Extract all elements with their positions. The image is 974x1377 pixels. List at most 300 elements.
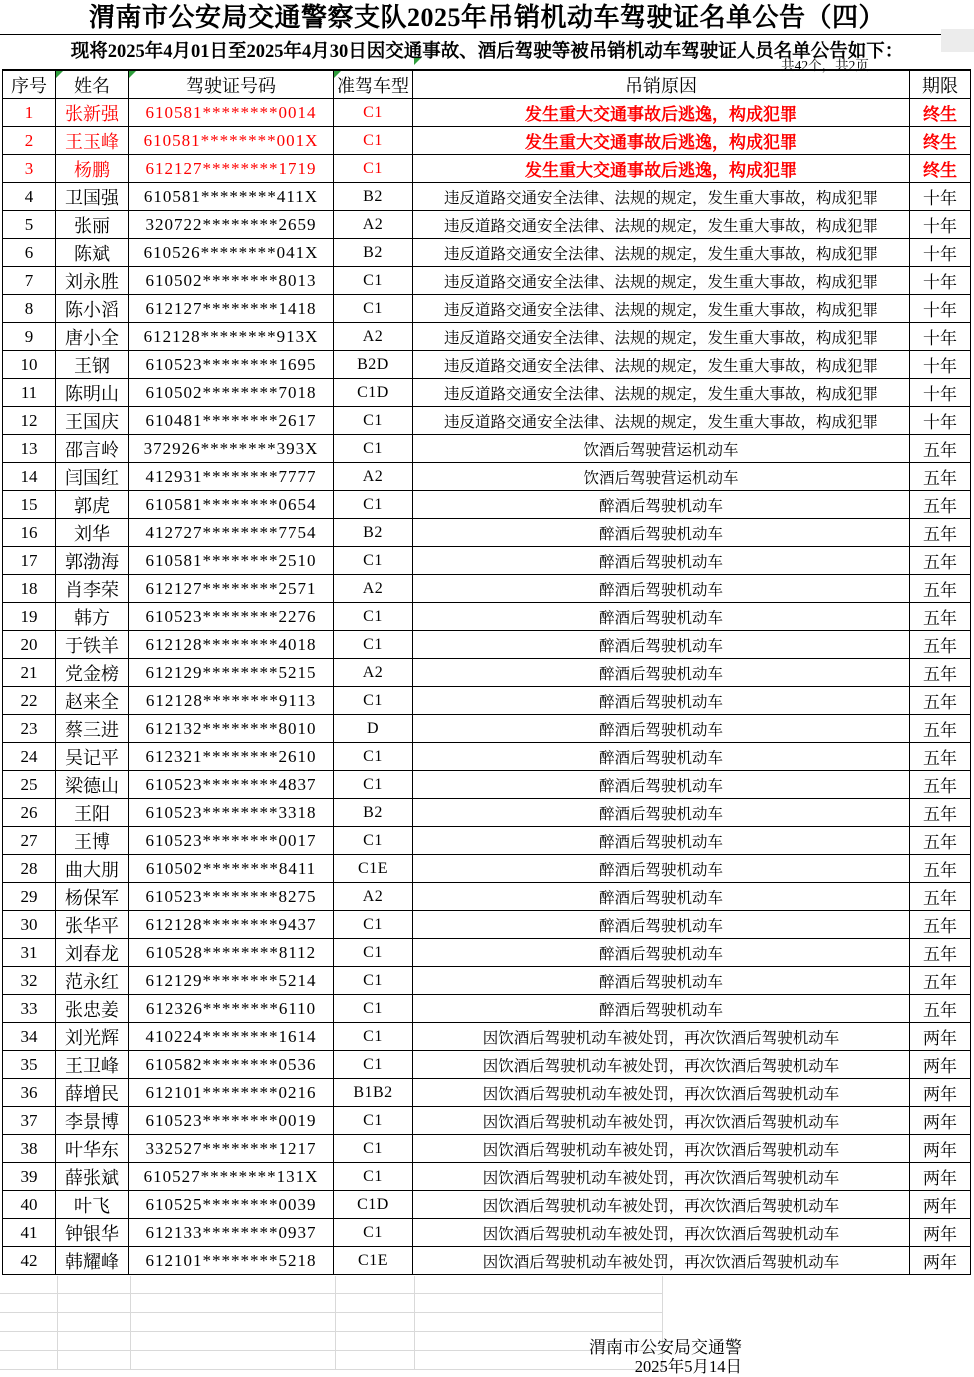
cell-license: 610523********1695 bbox=[129, 351, 334, 379]
cell-vehicle-type: C1 bbox=[334, 771, 413, 799]
cell-vehicle-type: C1 bbox=[334, 939, 413, 967]
header-license-label: 驾驶证号码 bbox=[186, 75, 276, 96]
cell-serial: 20 bbox=[3, 631, 56, 659]
table-row bbox=[3, 127, 971, 155]
cell-serial: 5 bbox=[3, 211, 56, 239]
cell-name: 梁德山 bbox=[56, 771, 129, 799]
table-row bbox=[3, 211, 971, 239]
cell-reason: 醉酒后驾驶机动车 bbox=[413, 603, 910, 631]
cell-period: 五年 bbox=[910, 911, 971, 939]
cell-period: 五年 bbox=[910, 743, 971, 771]
cell-reason: 因饮酒后驾驶机动车被处罚，再次饮酒后驾驶机动车 bbox=[413, 1135, 910, 1163]
cell-vehicle-type: C1 bbox=[334, 1135, 413, 1163]
cell-name: 赵来全 bbox=[56, 687, 129, 715]
cell-period: 五年 bbox=[910, 435, 971, 463]
cell-name: 陈明山 bbox=[56, 379, 129, 407]
cell-vehicle-type: A2 bbox=[334, 883, 413, 911]
cell-name: 张丽 bbox=[56, 211, 129, 239]
cell-serial: 27 bbox=[3, 827, 56, 855]
cell-reason: 醉酒后驾驶机动车 bbox=[413, 995, 910, 1023]
cell-reason: 违反道路交通安全法律、法规的规定，发生重大事故，构成犯罪 bbox=[413, 379, 910, 407]
cell-serial: 3 bbox=[3, 155, 56, 183]
cell-vehicle-type: C1 bbox=[334, 1023, 413, 1051]
table-row bbox=[3, 883, 971, 911]
cell-reason: 醉酒后驾驶机动车 bbox=[413, 967, 910, 995]
cell-reason: 饮酒后驾驶营运机动车 bbox=[413, 435, 910, 463]
cell-serial: 2 bbox=[3, 127, 56, 155]
cell-period: 十年 bbox=[910, 239, 971, 267]
cell-name: 韩耀峰 bbox=[56, 1247, 129, 1275]
cell-serial: 35 bbox=[3, 1051, 56, 1079]
cell-name: 邵言岭 bbox=[56, 435, 129, 463]
cell-serial: 37 bbox=[3, 1107, 56, 1135]
cell-period: 五年 bbox=[910, 491, 971, 519]
header-vehicle-type-label: 准驾车型 bbox=[337, 75, 409, 96]
cell-vehicle-type: C1D bbox=[334, 1191, 413, 1219]
cell-name: 王阳 bbox=[56, 799, 129, 827]
cell-vehicle-type: C1D bbox=[334, 379, 413, 407]
cell-license: 610523********3318 bbox=[129, 799, 334, 827]
cell-serial: 38 bbox=[3, 1135, 56, 1163]
cell-name: 吴记平 bbox=[56, 743, 129, 771]
table-row bbox=[3, 1135, 971, 1163]
table-row bbox=[3, 575, 971, 603]
cell-serial: 7 bbox=[3, 267, 56, 295]
cell-license: 612321********2610 bbox=[129, 743, 334, 771]
cell-name: 叶飞 bbox=[56, 1191, 129, 1219]
table-row bbox=[3, 743, 971, 771]
cell-vehicle-type: B2D bbox=[334, 351, 413, 379]
cell-reason: 醉酒后驾驶机动车 bbox=[413, 883, 910, 911]
cell-reason: 因饮酒后驾驶机动车被处罚，再次饮酒后驾驶机动车 bbox=[413, 1163, 910, 1191]
cell-period: 两年 bbox=[910, 1079, 971, 1107]
page-title: 渭南市公安局交通警察支队2025年吊销机动车驾驶证名单公告（四） bbox=[0, 0, 974, 35]
cell-reason: 因饮酒后驾驶机动车被处罚，再次饮酒后驾驶机动车 bbox=[413, 1247, 910, 1275]
cell-serial: 28 bbox=[3, 855, 56, 883]
cell-name: 王博 bbox=[56, 827, 129, 855]
table-row bbox=[3, 995, 971, 1023]
cell-name: 闫国红 bbox=[56, 463, 129, 491]
cell-serial: 10 bbox=[3, 351, 56, 379]
cell-reason: 饮酒后驾驶营运机动车 bbox=[413, 463, 910, 491]
cell-serial: 17 bbox=[3, 547, 56, 575]
cell-error-triangle-icon bbox=[334, 71, 341, 78]
cell-license: 610527********131X bbox=[129, 1163, 334, 1191]
cell-reason: 因饮酒后驾驶机动车被处罚，再次饮酒后驾驶机动车 bbox=[413, 1023, 910, 1051]
cell-license: 320722********2659 bbox=[129, 211, 334, 239]
cell-period: 两年 bbox=[910, 1163, 971, 1191]
header-name bbox=[56, 70, 129, 99]
table-row bbox=[3, 267, 971, 295]
cell-name: 陈斌 bbox=[56, 239, 129, 267]
cell-name: 王玉峰 bbox=[56, 127, 129, 155]
cell-license: 612129********5215 bbox=[129, 659, 334, 687]
cell-name: 卫国强 bbox=[56, 183, 129, 211]
cell-vehicle-type: C1 bbox=[334, 995, 413, 1023]
cell-period: 五年 bbox=[910, 855, 971, 883]
header-vehicle-type bbox=[334, 70, 413, 99]
cell-name: 曲大朋 bbox=[56, 855, 129, 883]
cell-vehicle-type: C1 bbox=[334, 687, 413, 715]
cell-license: 610502********7018 bbox=[129, 379, 334, 407]
cell-serial: 16 bbox=[3, 519, 56, 547]
cell-reason: 醉酒后驾驶机动车 bbox=[413, 687, 910, 715]
cell-license: 610525********0039 bbox=[129, 1191, 334, 1219]
cell-name: 钟银华 bbox=[56, 1219, 129, 1247]
cell-name: 刘华 bbox=[56, 519, 129, 547]
cell-name: 唐小全 bbox=[56, 323, 129, 351]
subtitle-text: 现将2025年4月01日至2025年4月30日因交通事故、酒后驾驶等被吊销机动车驾驶证人员名单公告如下： bbox=[70, 42, 904, 62]
table-row bbox=[3, 407, 971, 435]
table-row bbox=[3, 1247, 971, 1275]
cell-vehicle-type: C1E bbox=[334, 855, 413, 883]
cell-reason: 因饮酒后驾驶机动车被处罚，再次饮酒后驾驶机动车 bbox=[413, 1191, 910, 1219]
cell-license: 610526********041X bbox=[129, 239, 334, 267]
cell-vehicle-type: B2 bbox=[334, 799, 413, 827]
cell-license: 610523********4837 bbox=[129, 771, 334, 799]
table-row bbox=[3, 827, 971, 855]
cell-license: 612132********8010 bbox=[129, 715, 334, 743]
cell-license: 610481********2617 bbox=[129, 407, 334, 435]
cell-reason: 醉酒后驾驶机动车 bbox=[413, 519, 910, 547]
cell-reason: 醉酒后驾驶机动车 bbox=[413, 827, 910, 855]
table-row bbox=[3, 323, 971, 351]
cell-period: 十年 bbox=[910, 407, 971, 435]
cell-reason: 醉酒后驾驶机动车 bbox=[413, 659, 910, 687]
cell-license: 610581********411X bbox=[129, 183, 334, 211]
cell-period: 五年 bbox=[910, 827, 971, 855]
cell-period: 两年 bbox=[910, 1107, 971, 1135]
cell-name: 郭虎 bbox=[56, 491, 129, 519]
cell-serial: 19 bbox=[3, 603, 56, 631]
cell-period: 五年 bbox=[910, 631, 971, 659]
cell-license: 610528********8112 bbox=[129, 939, 334, 967]
count-note: 共42个，共2页 bbox=[781, 58, 869, 73]
header-period: 期限 bbox=[910, 70, 971, 99]
cell-name: 叶华东 bbox=[56, 1135, 129, 1163]
cell-license: 612326********6110 bbox=[129, 995, 334, 1023]
cell-vehicle-type: C1 bbox=[334, 491, 413, 519]
cell-period: 五年 bbox=[910, 967, 971, 995]
cell-serial: 9 bbox=[3, 323, 56, 351]
table-row bbox=[3, 631, 971, 659]
cell-vehicle-type: C1 bbox=[334, 1219, 413, 1247]
faint-gridline bbox=[0, 1331, 662, 1332]
cell-vehicle-type: C1 bbox=[334, 295, 413, 323]
cell-license: 412931********7777 bbox=[129, 463, 334, 491]
cell-serial: 30 bbox=[3, 911, 56, 939]
cell-vehicle-type: C1 bbox=[334, 127, 413, 155]
cell-serial: 42 bbox=[3, 1247, 56, 1275]
cell-name: 王钢 bbox=[56, 351, 129, 379]
cell-period: 五年 bbox=[910, 603, 971, 631]
cell-license: 610523********2276 bbox=[129, 603, 334, 631]
revocation-table bbox=[2, 69, 971, 1275]
cell-period: 五年 bbox=[910, 995, 971, 1023]
cell-period: 终生 bbox=[910, 127, 971, 155]
cell-serial: 24 bbox=[3, 743, 56, 771]
cell-vehicle-type: C1 bbox=[334, 827, 413, 855]
cell-reason: 违反道路交通安全法律、法规的规定，发生重大事故，构成犯罪 bbox=[413, 211, 910, 239]
header-license bbox=[129, 70, 334, 99]
cell-reason: 发生重大交通事故后逃逸，构成犯罪 bbox=[413, 127, 910, 155]
footer-organization: 渭南市公安局交通警 bbox=[589, 1338, 742, 1357]
cell-vehicle-type: C1 bbox=[334, 911, 413, 939]
cell-vehicle-type: B1B2 bbox=[334, 1079, 413, 1107]
cell-name: 张新强 bbox=[56, 99, 129, 127]
cell-reason: 违反道路交通安全法律、法规的规定，发生重大事故，构成犯罪 bbox=[413, 239, 910, 267]
cell-serial: 32 bbox=[3, 967, 56, 995]
cell-license: 612128********4018 bbox=[129, 631, 334, 659]
cell-vehicle-type: D bbox=[334, 715, 413, 743]
table-row bbox=[3, 155, 971, 183]
cell-period: 十年 bbox=[910, 211, 971, 239]
cell-serial: 22 bbox=[3, 687, 56, 715]
cell-reason: 醉酒后驾驶机动车 bbox=[413, 939, 910, 967]
cell-license: 612129********5214 bbox=[129, 967, 334, 995]
cell-reason: 违反道路交通安全法律、法规的规定，发生重大事故，构成犯罪 bbox=[413, 323, 910, 351]
cell-reason: 醉酒后驾驶机动车 bbox=[413, 547, 910, 575]
cell-period: 十年 bbox=[910, 183, 971, 211]
cell-license: 372926********393X bbox=[129, 435, 334, 463]
cell-name: 范永红 bbox=[56, 967, 129, 995]
cell-license: 610502********8411 bbox=[129, 855, 334, 883]
cell-vehicle-type: C1 bbox=[334, 267, 413, 295]
cell-name: 蔡三进 bbox=[56, 715, 129, 743]
cell-reason: 违反道路交通安全法律、法规的规定，发生重大事故，构成犯罪 bbox=[413, 295, 910, 323]
table-row bbox=[3, 603, 971, 631]
cell-name: 刘永胜 bbox=[56, 267, 129, 295]
cell-serial: 40 bbox=[3, 1191, 56, 1219]
cell-period: 五年 bbox=[910, 715, 971, 743]
cell-vehicle-type: C1 bbox=[334, 1107, 413, 1135]
cell-name: 王卫峰 bbox=[56, 1051, 129, 1079]
cell-reason: 醉酒后驾驶机动车 bbox=[413, 771, 910, 799]
cell-period: 终生 bbox=[910, 155, 971, 183]
table-row bbox=[3, 911, 971, 939]
cell-license: 332527********1217 bbox=[129, 1135, 334, 1163]
cell-reason: 醉酒后驾驶机动车 bbox=[413, 575, 910, 603]
cell-period: 十年 bbox=[910, 351, 971, 379]
cell-license: 610581********001X bbox=[129, 127, 334, 155]
cell-serial: 39 bbox=[3, 1163, 56, 1191]
cell-name: 薛张斌 bbox=[56, 1163, 129, 1191]
table-row bbox=[3, 659, 971, 687]
cell-reason: 违反道路交通安全法律、法规的规定，发生重大事故，构成犯罪 bbox=[413, 351, 910, 379]
cell-vehicle-type: C1 bbox=[334, 631, 413, 659]
cell-reason: 发生重大交通事故后逃逸，构成犯罪 bbox=[413, 99, 910, 127]
cell-reason: 醉酒后驾驶机动车 bbox=[413, 799, 910, 827]
cell-name: 陈小滔 bbox=[56, 295, 129, 323]
cell-license: 610581********2510 bbox=[129, 547, 334, 575]
header-reason: 吊销原因 bbox=[413, 70, 910, 99]
table-row bbox=[3, 379, 971, 407]
table-row bbox=[3, 855, 971, 883]
cell-period: 五年 bbox=[910, 687, 971, 715]
cell-serial: 41 bbox=[3, 1219, 56, 1247]
cell-period: 五年 bbox=[910, 939, 971, 967]
cell-period: 五年 bbox=[910, 547, 971, 575]
cell-license: 612127********1719 bbox=[129, 155, 334, 183]
table-row bbox=[3, 1023, 971, 1051]
cell-license: 410224********1614 bbox=[129, 1023, 334, 1051]
cell-period: 十年 bbox=[910, 295, 971, 323]
table-row bbox=[3, 939, 971, 967]
cell-period: 两年 bbox=[910, 1191, 971, 1219]
cell-license: 612127********1418 bbox=[129, 295, 334, 323]
cell-serial: 6 bbox=[3, 239, 56, 267]
cell-serial: 25 bbox=[3, 771, 56, 799]
cell-reason: 醉酒后驾驶机动车 bbox=[413, 743, 910, 771]
cell-vehicle-type: C1 bbox=[334, 155, 413, 183]
cell-serial: 13 bbox=[3, 435, 56, 463]
cell-period: 两年 bbox=[910, 1219, 971, 1247]
cell-vehicle-type: C1 bbox=[334, 1051, 413, 1079]
cell-license: 610523********0019 bbox=[129, 1107, 334, 1135]
cell-license: 612101********5218 bbox=[129, 1247, 334, 1275]
faint-gridline bbox=[0, 1293, 662, 1294]
cell-serial: 8 bbox=[3, 295, 56, 323]
cell-license: 612101********0216 bbox=[129, 1079, 334, 1107]
cell-license: 610523********8275 bbox=[129, 883, 334, 911]
table-row bbox=[3, 1051, 971, 1079]
cell-period: 五年 bbox=[910, 519, 971, 547]
cell-license: 610581********0654 bbox=[129, 491, 334, 519]
cell-serial: 15 bbox=[3, 491, 56, 519]
header-serial: 序号 bbox=[3, 70, 56, 99]
cell-period: 五年 bbox=[910, 659, 971, 687]
table-row bbox=[3, 491, 971, 519]
cell-name: 王国庆 bbox=[56, 407, 129, 435]
cell-name: 党金榜 bbox=[56, 659, 129, 687]
cell-vehicle-type: A2 bbox=[334, 323, 413, 351]
cell-vehicle-type: A2 bbox=[334, 659, 413, 687]
cell-license: 612133********0937 bbox=[129, 1219, 334, 1247]
table-row bbox=[3, 1191, 971, 1219]
cell-period: 终生 bbox=[910, 99, 971, 127]
table-row bbox=[3, 799, 971, 827]
table-row bbox=[3, 239, 971, 267]
cell-vehicle-type: C1 bbox=[334, 547, 413, 575]
cell-serial: 12 bbox=[3, 407, 56, 435]
cell-reason: 发生重大交通事故后逃逸，构成犯罪 bbox=[413, 155, 910, 183]
table-row bbox=[3, 1107, 971, 1135]
cell-serial: 21 bbox=[3, 659, 56, 687]
table-row bbox=[3, 183, 971, 211]
cell-reason: 醉酒后驾驶机动车 bbox=[413, 715, 910, 743]
table-row bbox=[3, 435, 971, 463]
table-row bbox=[3, 1219, 971, 1247]
cell-period: 五年 bbox=[910, 799, 971, 827]
cell-vehicle-type: A2 bbox=[334, 211, 413, 239]
table-row bbox=[3, 771, 971, 799]
table-row bbox=[3, 463, 971, 491]
cell-license: 412727********7754 bbox=[129, 519, 334, 547]
cell-serial: 34 bbox=[3, 1023, 56, 1051]
cell-license: 612128********913X bbox=[129, 323, 334, 351]
cell-error-triangle-icon bbox=[414, 58, 421, 65]
cell-name: 于铁羊 bbox=[56, 631, 129, 659]
cell-name: 张忠姜 bbox=[56, 995, 129, 1023]
cell-license: 610582********0536 bbox=[129, 1051, 334, 1079]
cell-serial: 14 bbox=[3, 463, 56, 491]
cell-period: 十年 bbox=[910, 379, 971, 407]
cell-reason: 醉酒后驾驶机动车 bbox=[413, 491, 910, 519]
cell-name: 刘光辉 bbox=[56, 1023, 129, 1051]
cell-name: 杨鹏 bbox=[56, 155, 129, 183]
table-row bbox=[3, 547, 971, 575]
cell-vehicle-type: B2 bbox=[334, 519, 413, 547]
cell-period: 两年 bbox=[910, 1023, 971, 1051]
cell-vehicle-type: C1 bbox=[334, 743, 413, 771]
cell-reason: 违反道路交通安全法律、法规的规定，发生重大事故，构成犯罪 bbox=[413, 407, 910, 435]
header-name-label: 姓名 bbox=[74, 75, 110, 96]
table-row bbox=[3, 1163, 971, 1191]
cell-license: 612128********9437 bbox=[129, 911, 334, 939]
table-row bbox=[3, 351, 971, 379]
cell-reason: 违反道路交通安全法律、法规的规定，发生重大事故，构成犯罪 bbox=[413, 267, 910, 295]
cell-period: 十年 bbox=[910, 323, 971, 351]
cell-serial: 18 bbox=[3, 575, 56, 603]
cell-name: 杨保军 bbox=[56, 883, 129, 911]
cell-serial: 4 bbox=[3, 183, 56, 211]
header-row bbox=[3, 70, 971, 99]
cell-reason: 因饮酒后驾驶机动车被处罚，再次饮酒后驾驶机动车 bbox=[413, 1079, 910, 1107]
cell-period: 两年 bbox=[910, 1051, 971, 1079]
cell-name: 张华平 bbox=[56, 911, 129, 939]
faint-gridline bbox=[0, 1312, 662, 1313]
cell-period: 五年 bbox=[910, 463, 971, 491]
cell-reason: 醉酒后驾驶机动车 bbox=[413, 631, 910, 659]
table-row bbox=[3, 295, 971, 323]
cell-vehicle-type: C1 bbox=[334, 435, 413, 463]
cell-vehicle-type: C1 bbox=[334, 603, 413, 631]
table-row bbox=[3, 967, 971, 995]
cell-serial: 29 bbox=[3, 883, 56, 911]
cell-vehicle-type: B2 bbox=[334, 239, 413, 267]
cell-serial: 11 bbox=[3, 379, 56, 407]
cell-name: 刘春龙 bbox=[56, 939, 129, 967]
cell-license: 612127********2571 bbox=[129, 575, 334, 603]
cell-name: 肖李荣 bbox=[56, 575, 129, 603]
table-row bbox=[3, 519, 971, 547]
cell-reason: 醉酒后驾驶机动车 bbox=[413, 911, 910, 939]
cell-vehicle-type: A2 bbox=[334, 463, 413, 491]
cell-serial: 23 bbox=[3, 715, 56, 743]
cell-name: 李景博 bbox=[56, 1107, 129, 1135]
screen-artifact bbox=[941, 29, 974, 52]
cell-vehicle-type: C1 bbox=[334, 99, 413, 127]
cell-name: 韩方 bbox=[56, 603, 129, 631]
cell-serial: 36 bbox=[3, 1079, 56, 1107]
cell-license: 610523********0017 bbox=[129, 827, 334, 855]
cell-period: 五年 bbox=[910, 771, 971, 799]
cell-period: 两年 bbox=[910, 1135, 971, 1163]
cell-license: 610581********0014 bbox=[129, 99, 334, 127]
table-row bbox=[3, 687, 971, 715]
cell-vehicle-type: B2 bbox=[334, 183, 413, 211]
table-row bbox=[3, 99, 971, 127]
cell-period: 两年 bbox=[910, 1247, 971, 1275]
cell-serial: 31 bbox=[3, 939, 56, 967]
cell-serial: 26 bbox=[3, 799, 56, 827]
cell-vehicle-type: C1 bbox=[334, 407, 413, 435]
cell-vehicle-type: C1 bbox=[334, 967, 413, 995]
cell-reason: 醉酒后驾驶机动车 bbox=[413, 855, 910, 883]
cell-reason: 因饮酒后驾驶机动车被处罚，再次饮酒后驾驶机动车 bbox=[413, 1219, 910, 1247]
table-row bbox=[3, 715, 971, 743]
cell-vehicle-type: C1E bbox=[334, 1247, 413, 1275]
